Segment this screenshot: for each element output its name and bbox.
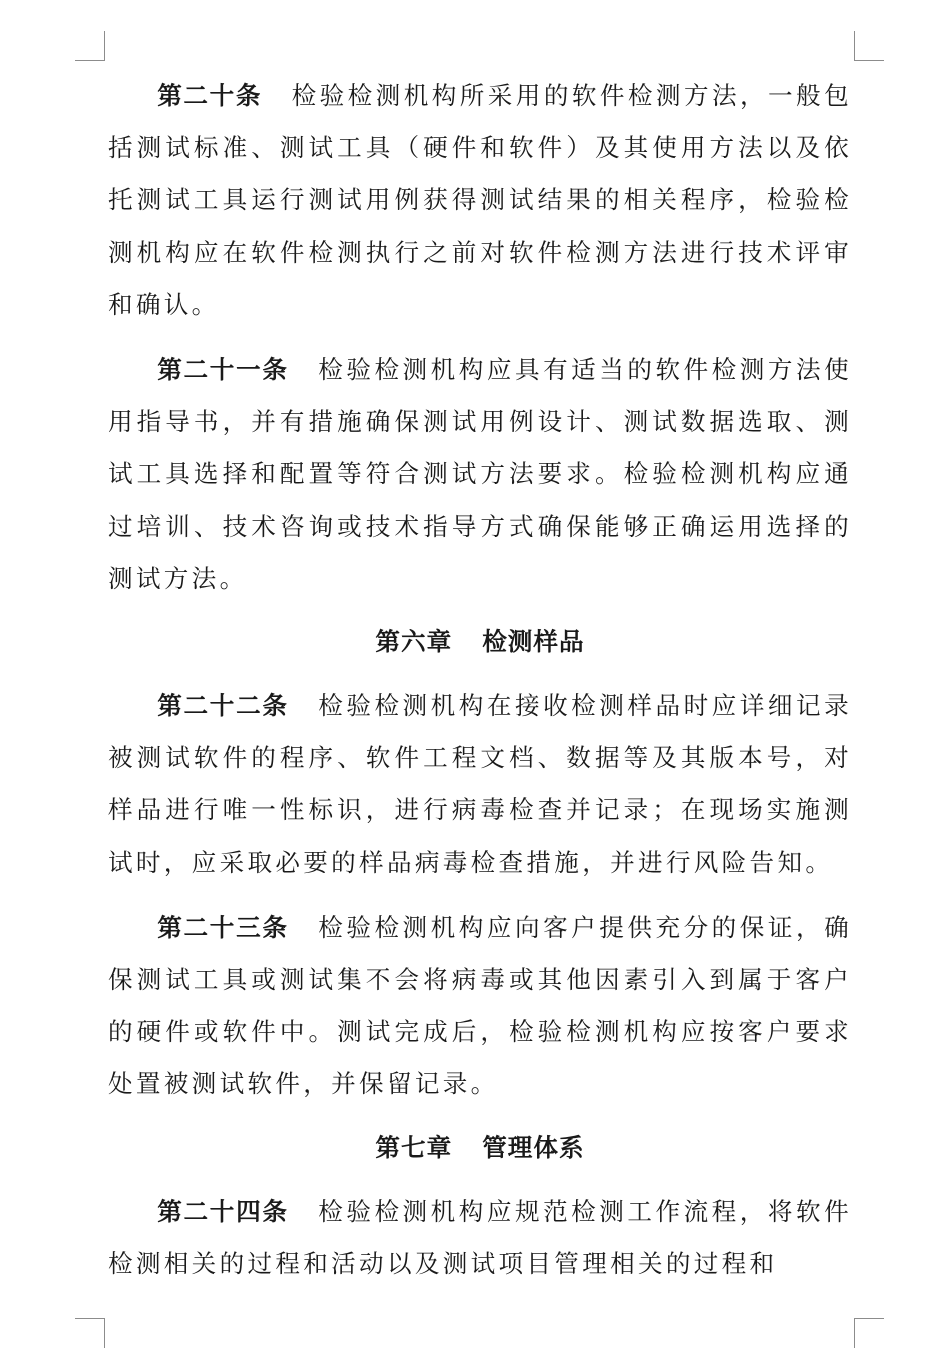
article-20: [108, 70, 852, 331]
article-number: 第二十条: [157, 81, 263, 110]
chapter-title: 检测样品: [482, 627, 585, 657]
article-22: [108, 680, 852, 889]
article-21: [108, 344, 852, 605]
chapter-title: 管理体系: [482, 1132, 585, 1162]
crop-mark-top-left-h: [75, 60, 105, 61]
article-text: 检验检测机构在接收检测样品时应详细记录被测试软件的程序、软件工程文档、数据等及其版本号，对样品进行唯一性标识，进行病毒检查并记录；在现场实施测试时，应采取必要的样品病毒检查措施，并进行风险告知。: [108, 691, 852, 877]
article-23: [108, 902, 852, 1111]
article-text: 检验检测机构应具有适当的软件检测方法使用指导书，并有措施确保测试用例设计、测试数据选取、测试工具选择和配置等符合测试方法要求。检验检测机构应通过培训、技术咨询或技术指导方式确保能够正确运用选择的测试方法。: [108, 355, 852, 593]
crop-mark-top-left-v: [104, 31, 105, 61]
article-number: 第二十四条: [157, 1196, 289, 1226]
crop-mark-top-right-h: [854, 60, 884, 61]
article-text: 检验检测机构应向客户提供充分的保证，确保测试工具或测试集不会将病毒或其他因素引入到属于客户的硬件或软件中。测试完成后，检验检测机构应按客户要求处置被测试软件，并保留记录。: [108, 912, 852, 1099]
crop-mark-bottom-left-v: [104, 1318, 105, 1348]
crop-mark-bottom-left-h: [75, 1318, 105, 1319]
chapter-number: 第七章: [375, 1132, 453, 1162]
article-number: 第二十三条: [157, 912, 289, 942]
article-number: 第二十一条: [157, 355, 289, 385]
chapter-heading-6: [108, 618, 852, 666]
article-text: 检验检测机构应规范检测工作流程，将软件检测相关的过程和活动以及测试项目管理相关的过程和: [108, 1196, 852, 1278]
article-text: 检验检测机构所采用的软件检测方法，一般包括测试标准、测试工具（硬件和软件）及其使用方法以及依托测试工具运行测试用例获得测试结果的相关程序，检验检测机构应在软件检测执行之前对软件检测方法进行技术评审和确认。: [108, 81, 852, 319]
article-24: [108, 1186, 852, 1290]
crop-mark-top-right-v: [854, 31, 855, 61]
crop-mark-bottom-right-h: [854, 1318, 884, 1319]
crop-mark-bottom-right-v: [854, 1318, 855, 1348]
chapter-heading-7: [108, 1124, 852, 1172]
article-number: 第二十二条: [157, 691, 289, 721]
chapter-number: 第六章: [375, 627, 453, 657]
document-body: [108, 70, 852, 1303]
